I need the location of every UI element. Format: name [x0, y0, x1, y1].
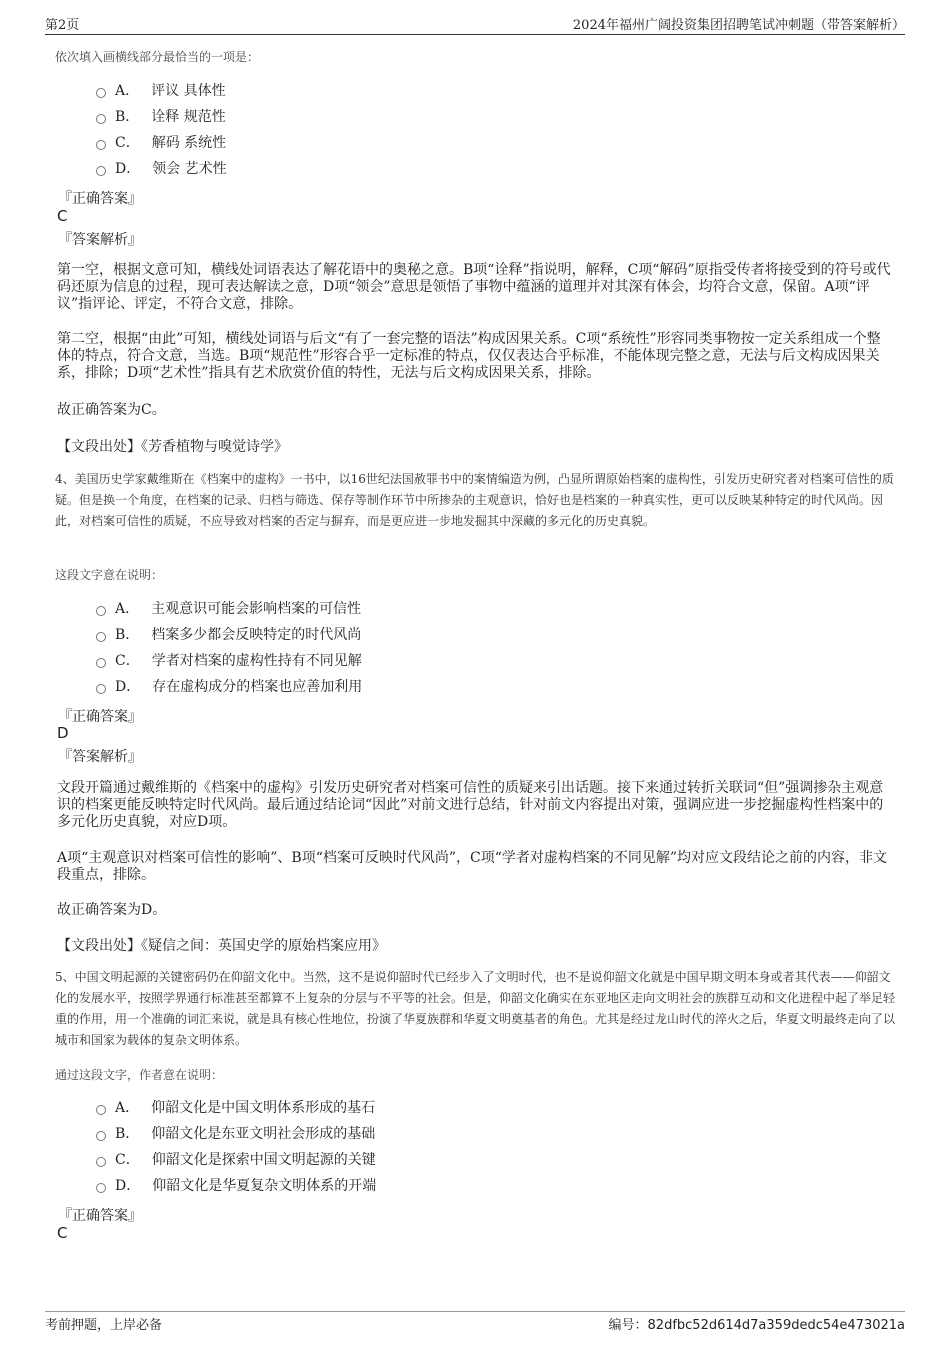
- q4-answer: D: [57, 724, 69, 742]
- q3-stem: 依次填入画横线部分最恰当的一项是：: [55, 50, 260, 64]
- q3-analysis-para: 第一空，根据文意可知，横线处词语表达了解花语中的奥秘之意。B项“诠释”指说明，解释，C项“解码”原指受传者将接受到的符号或代码还原为信息的过程，现可表达解读之意，D项“领会”意思是领悟了事物中蕴涵的道理并对其深有体会，均符合文意，保留。A项“评议”指评论、评定，不符合文意，排除。: [57, 262, 891, 312]
- radio-icon[interactable]: [96, 684, 106, 694]
- q5-option-a[interactable]: A． 仰韶文化是中国文明体系形成的基石: [96, 1097, 375, 1119]
- q4-source: 【文段出处】《疑信之间：英国史学的原始档案应用》: [57, 938, 386, 954]
- radio-icon[interactable]: [96, 166, 106, 176]
- q3-analysis-para: 第二空，根据“由此”可知，横线处词语与后文“有了一套完整的语法”构成因果关系。C项“系统性”形容同类事物按一定关系组成一个整体的特点，符合文意，当选。B项“规范性”形容合乎一定标准的特点，仅仅表达合乎标准，不能体现完整之意，无法与后文构成因果关系，排除；D项“艺术性”指具有艺术欣赏价值的特性，无法与后文构成因果关系，排除。: [57, 331, 881, 381]
- q3-option-c[interactable]: C． 解码 系统性: [96, 132, 226, 154]
- page-footer: [45, 1311, 905, 1338]
- q3-option-d[interactable]: D． 领会 艺术性: [96, 158, 227, 180]
- page-number: 第2页: [45, 18, 80, 33]
- q3-conclusion: 故正确答案为C。: [57, 402, 166, 418]
- document-code: 编号：82dfbc52d614d7a359dedc54e473021a: [608, 1318, 905, 1333]
- q5-answer-label: 『正确答案』: [58, 1208, 142, 1224]
- radio-icon[interactable]: [96, 114, 106, 124]
- q3-option-a[interactable]: A． 评议 具体性: [96, 80, 226, 102]
- footer-slogan: 考前押题，上岸必备: [45, 1318, 163, 1333]
- radio-icon[interactable]: [96, 632, 106, 642]
- radio-icon[interactable]: [96, 658, 106, 668]
- q4-stem: 这段文字意在说明：: [55, 568, 164, 582]
- document-title: 2024年福州广阔投资集团招聘笔试冲刺题（带答案解析）: [572, 18, 905, 33]
- q4-option-b[interactable]: B． 档案多少都会反映特定的时代风尚: [96, 624, 361, 646]
- q3-option-b[interactable]: B． 诠释 规范性: [96, 106, 226, 128]
- q4-option-c[interactable]: C． 学者对档案的虚构性持有不同见解: [96, 650, 362, 672]
- q3-source: 【文段出处】《芳香植物与嗅觉诗学》: [57, 439, 288, 455]
- q4-option-d[interactable]: D． 存在虚构成分的档案也应善加利用: [96, 676, 362, 698]
- q4-analysis-para: 文段开篇通过戴维斯的《档案中的虚构》引发历史研究者对档案可信性的质疑来引出话题。接下来通过转折关联词“但”强调掺杂主观意识的档案更能反映特定时代风尚。最后通过结论词“因此”对前文进行总结，针对前文内容提出对策，强调应进一步挖掘虚构性档案中的多元化历史真貌，对应D项。: [57, 780, 884, 830]
- q5-option-c[interactable]: C． 仰韶文化是探索中国文明起源的关键: [96, 1149, 376, 1171]
- q5-answer: C: [57, 1224, 68, 1242]
- radio-icon[interactable]: [96, 88, 106, 98]
- q4-option-a[interactable]: A． 主观意识可能会影响档案的可信性: [96, 598, 361, 620]
- page-header: [45, 14, 905, 35]
- radio-icon[interactable]: [96, 1131, 106, 1141]
- q5-question: 5、中国文明起源的关键密码仍在仰韶文化中。当然，这不是说仰韶时代已经步入了文明时代，也不是说仰韶文化就是中国早期文明本身或者其代表——仰韶文化的发展水平，按照学界通行标准甚至都算不上复杂的分层与不平等的社会。但是，仰韶文化确实在东亚地区走向文明社会的族群互动和文化进程中起了举足轻重的作用，用一个准确的词汇来说，就是具有核心性地位，扮演了华夏族群和华夏文明奠基者的角色。尤其是经过龙山时代的淬火之后，华夏文明最终走向了以城市和国家为载体的复杂文明体系。: [55, 970, 896, 1047]
- q4-conclusion: 故正确答案为D。: [57, 902, 167, 918]
- q5-option-b[interactable]: B． 仰韶文化是东亚文明社会形成的基础: [96, 1123, 375, 1145]
- q4-analysis-label: 『答案解析』: [58, 749, 142, 765]
- q3-answer-label: 『正确答案』: [58, 191, 142, 207]
- q4-answer-label: 『正确答案』: [58, 709, 142, 725]
- q3-answer: C: [57, 207, 68, 225]
- radio-icon[interactable]: [96, 606, 106, 616]
- q4-analysis-para: A项“主观意识对档案可信性的影响”、B项“档案可反映时代风尚”，C项“学者对虚构档案的不同见解”均对应文段结论之前的内容，非文段重点，排除。: [57, 850, 888, 883]
- q5-stem: 通过这段文字，作者意在说明：: [55, 1068, 224, 1082]
- radio-icon[interactable]: [96, 1157, 106, 1167]
- radio-icon[interactable]: [96, 1183, 106, 1193]
- q3-analysis-label: 『答案解析』: [58, 232, 142, 248]
- q4-question: 4、美国历史学家戴维斯在《档案中的虚构》一书中，以16世纪法国赦罪书中的案情编造为例，凸显所谓原始档案的虚构性，引发历史研究者对档案可信性的质疑。但是换一个角度，在档案的记录、归档与筛选、保存等制作环节中所掺杂的主观意识，恰好也是档案的一种真实性，更可以反映某种特定的时代风尚。因此，对档案可信性的质疑，不应导致对档案的否定与摒弃，而是更应进一步地发掘其中深藏的多元化的历史真貌。: [55, 472, 894, 528]
- q5-option-d[interactable]: D． 仰韶文化是华夏复杂文明体系的开端: [96, 1175, 376, 1197]
- radio-icon[interactable]: [96, 140, 106, 150]
- radio-icon[interactable]: [96, 1105, 106, 1115]
